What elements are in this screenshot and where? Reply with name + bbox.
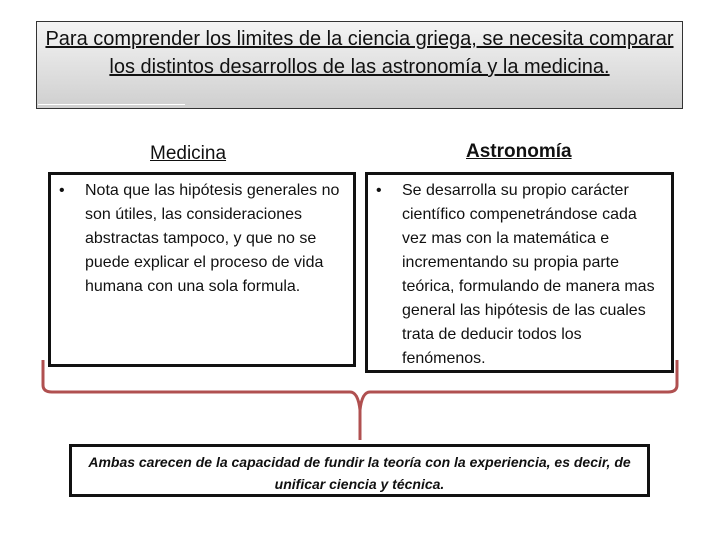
heading-astronomia: Astronomía (466, 141, 572, 162)
medicina-text: Nota que las hipótesis generales no son útiles, las consideraciones abstractas tampoco, y que no se puede explicar el proceso de vida humana con una sola formula. (85, 182, 340, 295)
heading-medicina: Medicina (150, 143, 227, 164)
conclusion-text: Ambas carecen de la capacidad de fundir la teoría con la experiencia, es decir, de unificar ciencia y técnica. (88, 454, 631, 492)
bullet: • (59, 182, 65, 199)
bullet: • (376, 182, 382, 199)
astronomia-text: Se desarrolla su propio carácter científico compenetrándose cada vez mas con la matemática e incrementando su propia parte teórica, formulando de manera mas general las hipótesis de las cuales trata de deducir todos los fenómenos. (402, 182, 655, 367)
title-text: Para comprender los limites de la ciencia griega, se necesita comparar los distintos desarrollos de las astronomía y la medicina. (45, 28, 674, 78)
conclusion-box (69, 444, 650, 497)
